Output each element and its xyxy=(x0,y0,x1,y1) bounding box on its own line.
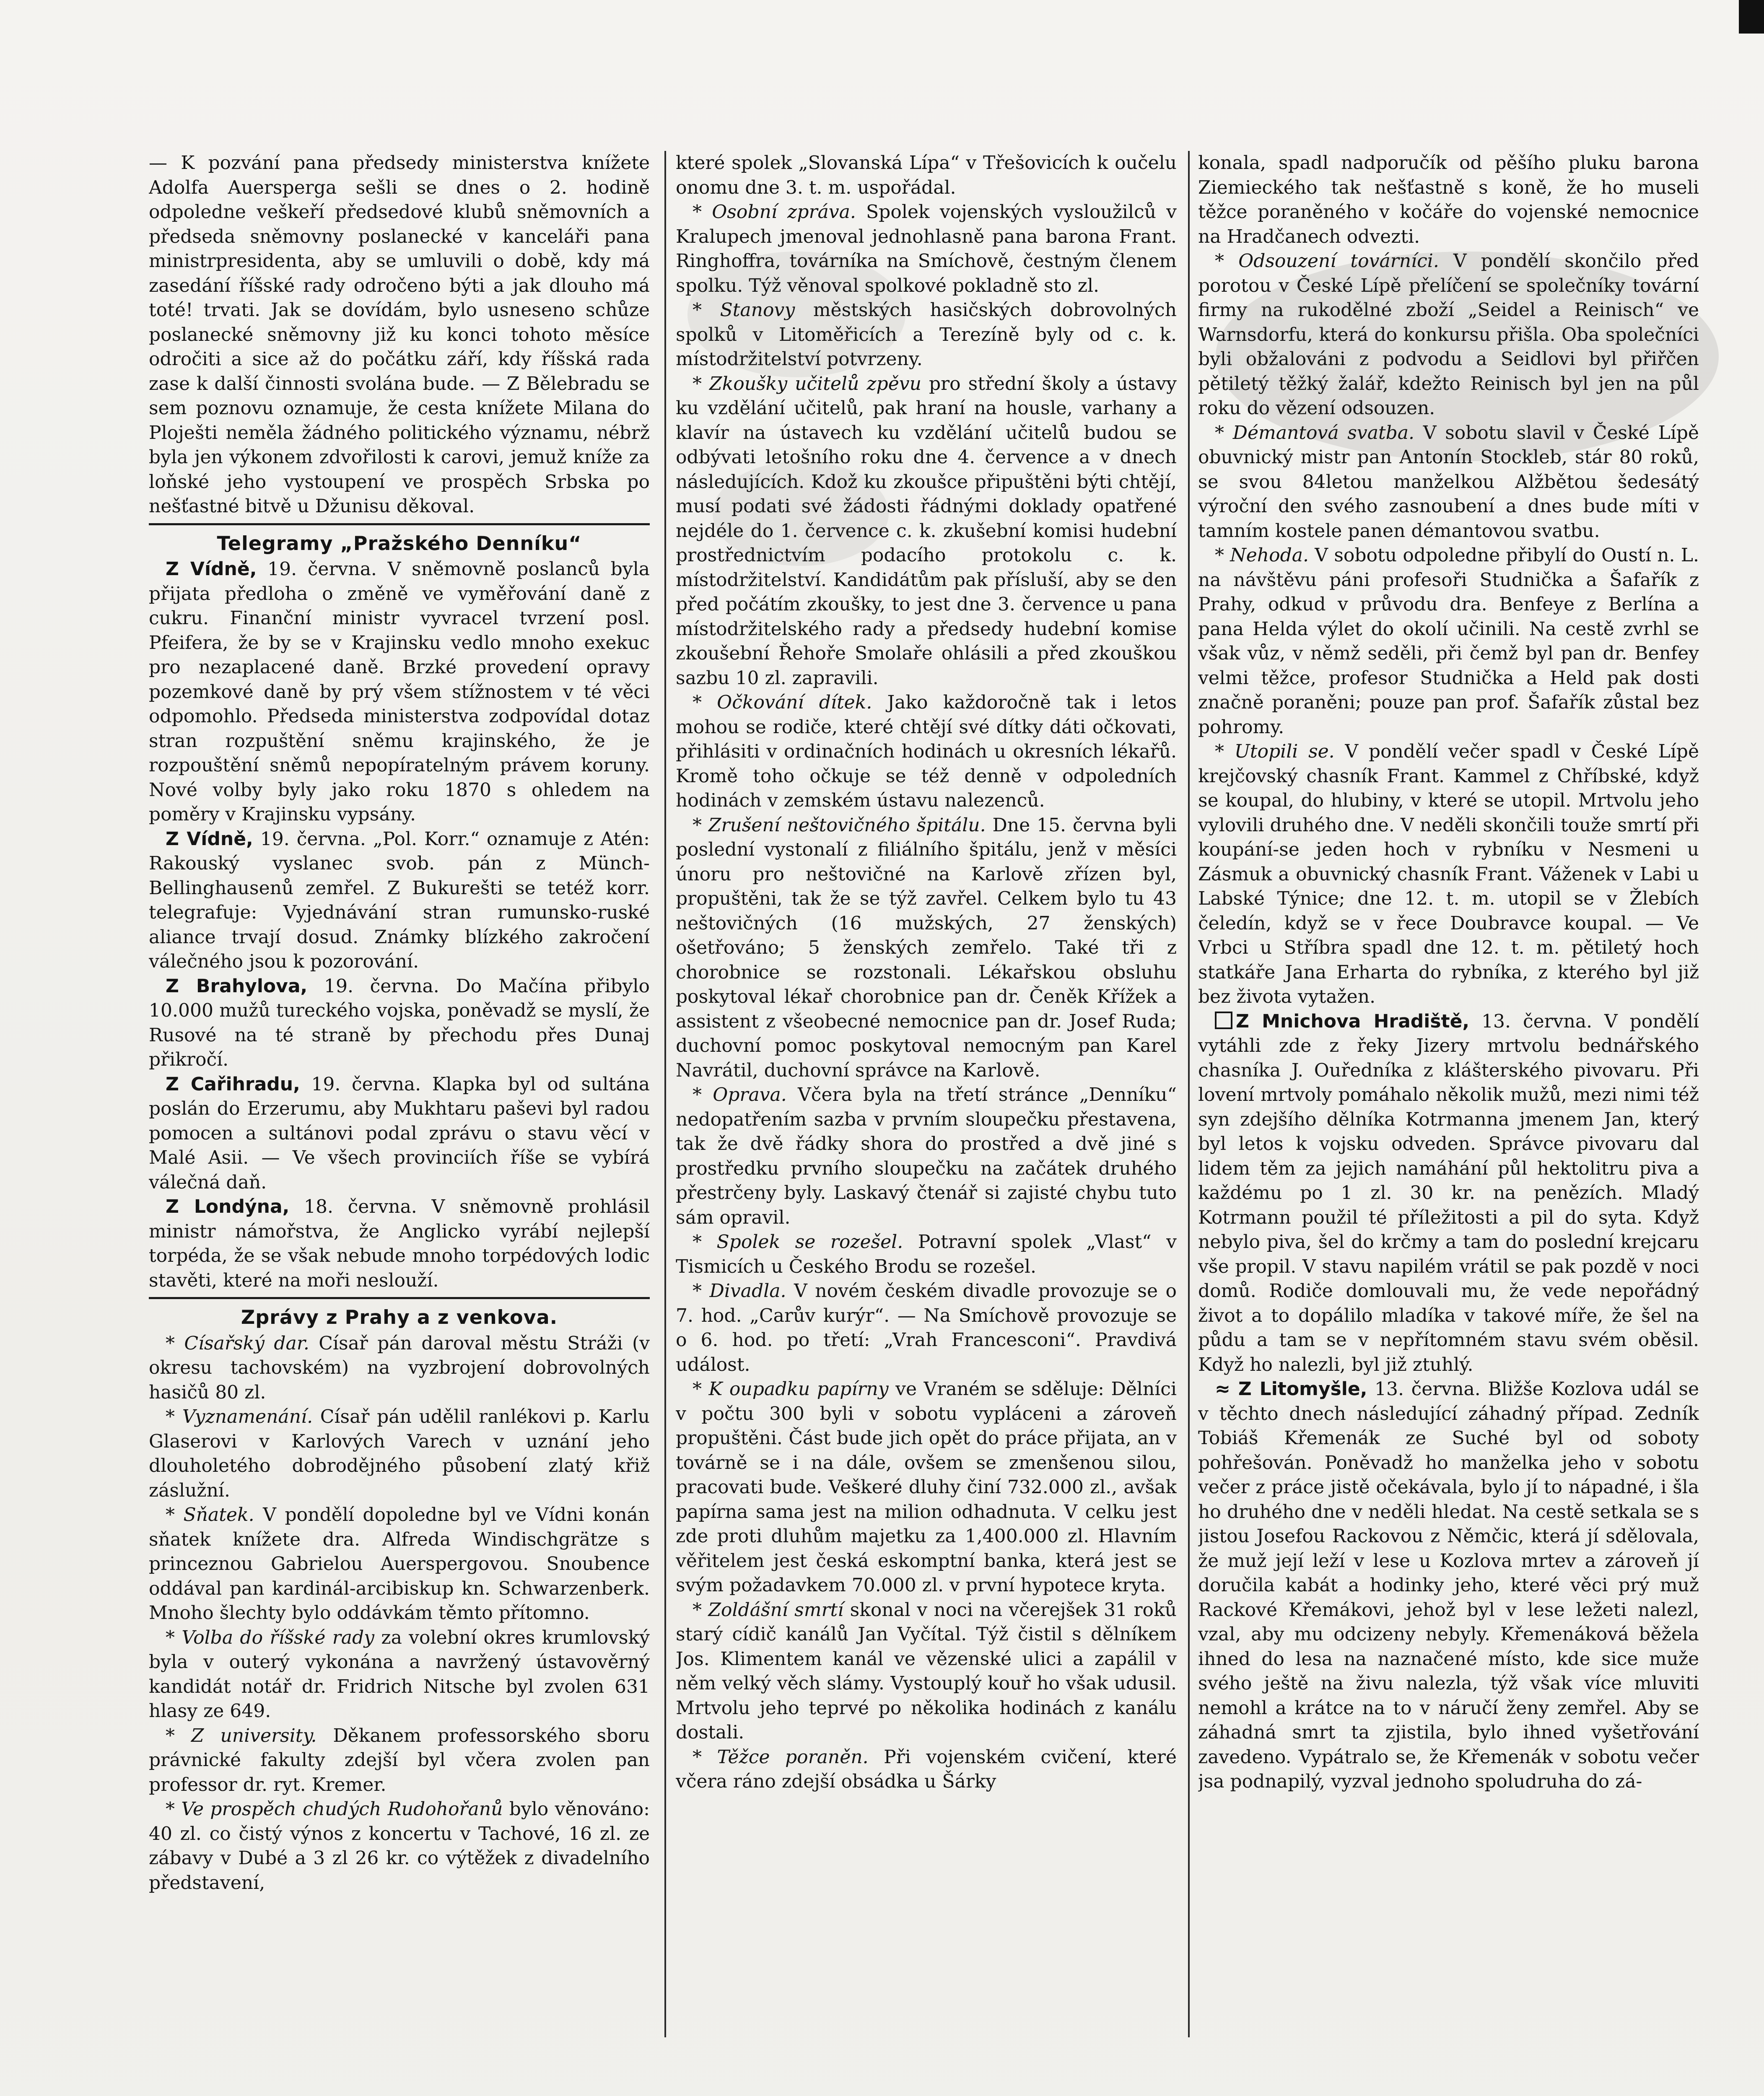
dateline: Z Brahylova, xyxy=(166,975,308,997)
article-paragraph xyxy=(676,1230,1177,1279)
article-paragraph xyxy=(149,1503,650,1626)
article-text: 19. června. Do Mačína přibylo 10.000 mužů tureckého vojska, poněvadž se myslí, že Rusové na té straně by přechodu přes Dunaj přikročí. xyxy=(149,975,650,1070)
article-text: V novém českém divadle provozuje se o 7. hod. „Carův kurýr“. — Na Smíchově provozuje se o 6. hod. po třetí: „Vrah Francesconi“. Pravdivá událost. xyxy=(676,1280,1177,1375)
article-paragraph xyxy=(676,1279,1177,1377)
article-headline: * Císařský dar. xyxy=(166,1332,309,1354)
article-text: V pondělí skončilo před porotou v České Lípě přelíčení se společníky tovární firmy na rukodělné zboží „Seidel a Reinisch“ ve Warnsdorfu, která do konkursu přišla. Oba společníci byli obžalováni z podvodu a Seidlovi byl přiřčen pětiletý těžký žalář, kdežto Reinisch byl jen na půl roku do vězení odsouzen. xyxy=(1198,250,1699,419)
section-heading: Telegramy „Pražského Denníku“ xyxy=(217,532,582,555)
article-headline: * Stanovy xyxy=(693,299,795,321)
scan-corner-mark xyxy=(1739,0,1764,34)
article-paragraph xyxy=(676,813,1177,1083)
article-paragraph xyxy=(676,372,1177,691)
article-text: konala, spadl nadporučík od pěšího pluku barona Ziemieckého tak nešťastně s koně, že ho museli těžce poraněného v kočáře do vojenské nemocnice na Hradčanech odvezti. xyxy=(1198,152,1699,247)
article-text: Včera byla na třetí stránce „Denníku“ nedopatřením sazba v prvním sloupečku přestavena, tak že dvě řádky shora do prostřed a dvě jiné s prostředku prvního sloupečku na začátek druhého přestrčeny byly. Laskavý čtenář si zajisté chybu tuto sám opravil. xyxy=(676,1084,1177,1228)
article-text: 19. června. „Pol. Korr.“ oznamuje z Atén: Rakouský vyslanec svob. pán z Münch-Bellinghausenů zemřel. Z Bukurešti se tetéž korr. telegrafuje: Vyjednávání stran rumunsko-ruské aliance trvají dosud. Známky blízkého zakročení válečného jsou k pozorování. xyxy=(149,828,650,972)
article-headline: * Osobní zpráva. xyxy=(693,201,856,223)
article-paragraph xyxy=(1198,421,1699,544)
article-paragraph xyxy=(676,1377,1177,1598)
article-paragraph xyxy=(676,1598,1177,1745)
article-text: skonal v noci na včerejšek 31 roků starý cídič kanálů Jan Vyčítal. Týž čistil s dělníkem Jos. Klimentem kanál ve vězenské ulici a zapálil v něm velký věch slámy. Vystouplý kouř ho však udusil. Mrtvolu jeho teprvé po několika hodinách z kanálu dostali. xyxy=(676,1599,1177,1743)
column-divider xyxy=(664,151,666,2037)
dateline: Z Cařihradu, xyxy=(166,1073,300,1095)
article-headline: * Těžce poraněn. xyxy=(693,1746,869,1768)
article-headline: * Zoldášní smrtí xyxy=(693,1599,844,1621)
article-text: 13. června. Bližše Kozlova udál se v těchto dnech následující záhadný případ. Zedník Tobiáš Křemenák ze Suché byl od soboty pohřešován. Poněvadž ho manželka jeho v sobotu večer z práce jistě očekávala, bylo jí to nápadné, i šla ho druhého dne v neděli hledat. Na cestě setkala se s jistou Josefou Rackovou z Němčic, která jí sdělovala, že muž její leží v lese u Kozlova mrtev a zároveň jí doručila kabát a hodinky jeho, které věci prý muž Rackové Křemákovi, jehož byl v lese ležeti nalezl, vzal, aby mu odcizeny nebyly. Křemenáková běžela ihned do lesa na naznačené místo, kde sice muže svého ještě na živu nalezla, týž však více mluviti nemohl a krátce na to v náručí ženy zemřel. Aby se záhadná smrt ta zjistila, bylo ihned vyšetřování zavedeno. Vypátralo se, že Křemenák v sobotu večer jsa podnapilý, vyzval jednoho spoludruha do zá- xyxy=(1198,1378,1699,1792)
article-paragraph xyxy=(676,1083,1177,1230)
article-paragraph xyxy=(149,1797,650,1895)
article-headline: * Sňatek. xyxy=(166,1504,254,1525)
article-paragraph xyxy=(676,200,1177,298)
article-paragraph xyxy=(149,557,650,827)
article-headline: * Odsouzení továrníci. xyxy=(1215,250,1439,272)
article-paragraph xyxy=(149,1072,650,1195)
column-1 xyxy=(149,151,650,2062)
article-headline: * Démantová svatba. xyxy=(1215,422,1415,444)
article-text: ve Vraném se sděluje: Dělníci v počtu 300 byli v sobotu vypláceni a zároveň propuštěni. Část bude jich opět do práce přijata, an v továrně se i na dále, ovšem se zmenšenou silou, pracovati bude. Veškeré dluhy činí 732.000 zl., avšak papírna sama jest na milion odhadnuta. V celku jest zde proti dluhům majetku za 1,400.000 zl. Hlavním věřitelem jest česká eskomptní banka, která jest se svým požadavkem 70.000 zl. v první hypotece kryta. xyxy=(676,1378,1177,1596)
article-paragraph xyxy=(676,1745,1177,1794)
article-headline: * Volba do říšské rady xyxy=(166,1626,375,1648)
article-paragraph xyxy=(676,298,1177,372)
article-headline: * Oprava. xyxy=(693,1084,787,1105)
article-text: 13. června. V pondělí vytáhli zde z řeky Jizery mrtvolu bednářského chasníka J. Ouředníka z klášterského pivovaru. Při lovení mrtvoly pomáhalo několik mužů, mezi nimi též syn zdejšího dělníka Kotrmanna jmenem Jan, který byl letos k vojsku odveden. Správce pivovaru dal lidem těm za jejich namáhání půl hektolitru piva a každému po 1 zl. 30 kr. na penězích. Mladý Kotrmann použil té příležitosti a pil do syta. Když nebylo piva, šel do krčmy a tam do poslední krejcaru vše propil. V stavu napilém vrátil se pak pozdě v noci domů. Rodiče domlouvali mu, že vede nepořádný život a to dopálilo mladíka v takové míře, že šel na půdu a tam se v nepřítomném stavu svém oběsil. Když ho nalezli, byl již ztuhlý. xyxy=(1198,1010,1699,1375)
article-text: 19. června. Klapka byl od sultána poslán do Erzerumu, aby Mukhtaru paševi byl radou pomocen a sultánovi podal zprávu o stavu věcí v Malé Asii. — Ve všech provinciích říše se vybírá válečná daň. xyxy=(149,1073,650,1193)
section-heading: Zprávy z Prahy a z venkova. xyxy=(241,1306,558,1328)
article-text: Jako každoročně tak i letos mohou se rodiče, které chtějí své dítky dáti očkovati, přihlásiti v ordinačních hodinách u okresních lékařů. Kromě toho očkuje se též denně v odpoledních hodinách v zemském ústavu nalezenců. xyxy=(676,692,1177,811)
article-text: Při vojenském cvičení, které včera ráno zdejší obsádka u Šárky xyxy=(676,1746,1177,1792)
article-headline: * Zkoušky učitelů zpěvu xyxy=(693,373,921,394)
article-paragraph xyxy=(149,1626,650,1724)
article-text: V sobotu odpoledne přibylí do Oustí n. L. na návštěvu páni profesoři Studnička a Šafařík z Prahy, odkud v průvodu dra. Benfeye z Berlína a pana Helda výlet do okolí učinili. Na cestě zvrhl se však vůz, v němž seděli, při čemž byl pan dr. Benfey velmi těžce, profesor Studnička a Held pak dosti značně poraněni; pouze pan prof. Šafařík zůstal bez pohromy. xyxy=(1198,545,1699,738)
article-paragraph xyxy=(149,1405,650,1503)
article-headline: * Divadla. xyxy=(693,1280,786,1302)
article-headline: * Zrušení neštovičného špitálu. xyxy=(693,814,986,836)
dateline: Z Mnichova Hradiště, xyxy=(1236,1010,1470,1032)
article-text: Dne 15. června byli poslední vystonalí z filiálního špitálu, jenž v měsíci únoru pro neštovičné na Karlově zřízen byl, propuštěni, tak že se týž zavřel. Celkem bylo tu 43 neštovičných (16 mužských, 27 ženských) ošetřováno; 5 ženských zemřelo. Také tři z chorobnice se rozstonali. Lékařskou obsluhu poskytoval lékař chorobnice pan dr. Čeněk Křížek a assistent z všeobecné nemocnice pan dr. Josef Ruda; duchovní pomoc poskytoval nemocným pan Karel Navrátil, duchovní správce na Karlově. xyxy=(676,814,1177,1081)
article-paragraph xyxy=(1198,1377,1699,1794)
article-paragraph xyxy=(676,690,1177,813)
article-paragraph xyxy=(149,1195,650,1293)
article-headline: * Vyznamenání. xyxy=(166,1406,313,1427)
dateline: Z Londýna, xyxy=(166,1196,290,1217)
article-text: pro střední školy a ústavy ku vzdělání učitelů, pak hraní na housle, varhany a klavír na ústavech ku vzdělání učitelů budou se odbývati letošního roku dne 4. července a v dnech následujících. Kdož ku zkoušce připuštěni býti chtějí, musí podati své žádosti řádnými doklady opatřené nejdéle do 1. července c. k. zkušební komisi hudební prostřednictvím podacího protokolu c. k. místodržitelství. Kandidátům pak přísluší, aby se den před počátím zkoušky, to jest dne 3. července u pana místodržitelského rady a předsedy hudební komise zkoušební Řehoře Smolaře ohlásili a před zkouškou sazbu 10 zl. zapravili. xyxy=(676,373,1177,689)
article-text: V pondělí večer spadl v České Lípě krejčovský chasník Frant. Kammel z Chříbské, když se koupal, do hlubiny, v které se utopil. Mrtvolu jeho vylovili druhého dne. V neděli skončili touže smrtí při koupání-se jeden hoch v rybníku v Nesmeni u Zásmuk a obuvnický chasník Frant. Váženek v Labi u Labské Týnice; dne 12. t. m. utopil se v Žlebích čeledín, když se v řece Doubravce koupal. — Ve Vrbci u Stříbra spadl dne 12. t. m. pětiletý hoch statkáře Jana Erharta do rybníka, z kterého byl již bez života vytažen. xyxy=(1198,741,1699,1007)
article-text: V sobotu slavil v České Lípě obuvnický mistr pan Antonín Stockleb, stár 80 roků, se svou 84letou manželkou Alžbětou šedesátý výroční den svého zasnoubení a dnes bude míti v tamním kostele panen démantovou svatbu. xyxy=(1198,422,1699,542)
section-rule xyxy=(149,523,650,525)
article-text: 19. června. V sněmovně poslanců byla přijata předloha o změně ve vyměřování daně z cukru. Finanční ministr vyvracel tvrzení posl. Pfeifera, že by se v Krajinsku vedlo mnoho exekuc pro nezaplacené daně. Brzké provedení opravy pozemkové daně by prý všem stížnostem v té věci odpomohlo. Předseda ministerstva zodpovídal dotaz stran rozpuštění sněmu krajinského, že je rozpouštění sněmů nepopíratelným právem koruny. Nové volby byly jako roku 1870 s ohledem na poměry v Krajinsku vypsány. xyxy=(149,558,650,825)
article-paragraph xyxy=(1198,249,1699,421)
dateline: Z Vídně, xyxy=(166,828,253,850)
article-paragraph xyxy=(149,827,650,974)
article-paragraph xyxy=(149,151,650,519)
article-paragraph xyxy=(149,974,650,1072)
article-text: které spolek „Slovanská Lípa“ v Třešovicích k oučelu onomu dne 3. t. m. uspořádal. xyxy=(676,152,1177,198)
article-text: Císař pán daroval městu Stráži (v okresu tachovském) na vyzbrojení dobrovolných hasičů 80 zl. xyxy=(149,1332,650,1403)
article-text: Děkanem professorského sboru právnické fakulty zdejší byl včera zvolen pan professor dr. ryt. Kremer. xyxy=(149,1725,650,1795)
article-text: městských hasičských dobrovolných spolků v Litoměřicích a Terezíně byly od c. k. místodržitelství potvrzeny. xyxy=(676,299,1177,370)
article-headline: * Spolek se rozešel. xyxy=(693,1231,903,1253)
article-paragraph xyxy=(1198,543,1699,739)
article-paragraph xyxy=(1198,739,1699,1009)
column-divider xyxy=(1188,151,1190,2037)
dateline: ≈ Z Litomyšle, xyxy=(1215,1378,1367,1400)
article-headline: * K oupadku papírny xyxy=(693,1378,889,1400)
article-paragraph xyxy=(1198,1009,1699,1377)
article-headline: * Nehoda. xyxy=(1215,545,1309,566)
article-text: V pondělí dopoledne byl ve Vídni konán sňatek knížete dra. Alfreda Windischgrätze s princeznou Gabrielou Auerspergovou. Snoubence oddával pan kardinál-arcibiskup kn. Schwarzenberk. Mnoho šlechty bylo oddávkám těmto přítomno. xyxy=(149,1504,650,1624)
article-text: — K pozvání pana předsedy ministerstva knížete Adolfa Auersperga sešli se dnes o 2. hodině odpoledne veškeří předsedové klubů sněmovních a předseda sněmovny poslanecké v kanceláři pana ministrpresidenta, aby se umluvili o době, kdy má zasedání říšské rady odročeno býti a jak dlouho má toté! trvati. Jak se dovídám, bylo usneseno schůze poslanecké sněmovny již ku konci tohoto měsíce odročiti a sice až do počátku září, kdy říšská rada zase k další činnosti svolána bude. — Z Bělebradu se sem poznovu oznamuje, že cesta knížete Milana do Ploješti neměla žádného politického významu, nébrž byla jen výkonem zdvořilosti k carovi, jemuž kníže za loňské jeho vystoupení ve prospěch Srbska po nešťastné bitvě u Džunisu děkoval. xyxy=(149,152,650,517)
article-paragraph xyxy=(149,1331,650,1405)
article-text: Potravní spolek „Vlast“ v Tismicích u Českého Brodu se rozešel. xyxy=(676,1231,1177,1277)
article-text: 18. června. V sněmovně prohlásil ministr námořstva, že Anglicko vyrábí nejlepší torpéda, že se však nebude mnoho torpédových lodic stavěti, které na moři neslouží. xyxy=(149,1196,650,1291)
article-text: bylo věnováno: 40 zl. co čistý výnos z koncertu v Tachové, 16 zl. ze zábavy v Dubé a 3 zl 26 kr. co výtěžek z divadelního představení, xyxy=(149,1798,650,1894)
column-2 xyxy=(676,151,1177,2062)
article-headline: * Očkování dítek. xyxy=(693,692,872,713)
article-headline: * Z university. xyxy=(166,1725,317,1746)
article-paragraph xyxy=(149,1724,650,1798)
article-text: Císař pán udělil ranlékovi p. Karlu Glaserovi v Karlových Varech v uznání jeho dlouholetého dobrodějného působení zlatý křiž záslužní. xyxy=(149,1406,650,1501)
article-headline: * Utopili se. xyxy=(1215,741,1335,762)
article-text: Spolek vojenských vysloužilců v Kralupech jmenoval jednohlasně pana barona Frant. Ringhoffra, továrníka na Smíchově, čestným členem spolku. Týž věnoval spolkové pokladně sto zl. xyxy=(676,201,1177,296)
column-3 xyxy=(1198,151,1699,2062)
dateline: Z Vídně, xyxy=(166,558,257,580)
article-paragraph xyxy=(676,151,1177,200)
section-rule xyxy=(149,1297,650,1299)
square-marker-icon xyxy=(1215,1012,1232,1029)
article-text: za volební okres krumlovský byla v outerý vykonána a navržený ústavověrný kandidát notář dr. Fridrich Nitsche byl zvolen 631 hlasy ze 649. xyxy=(149,1626,650,1722)
article-paragraph xyxy=(1198,151,1699,249)
article-headline: * Ve prospěch chudých Rudohořanů xyxy=(166,1798,503,1820)
